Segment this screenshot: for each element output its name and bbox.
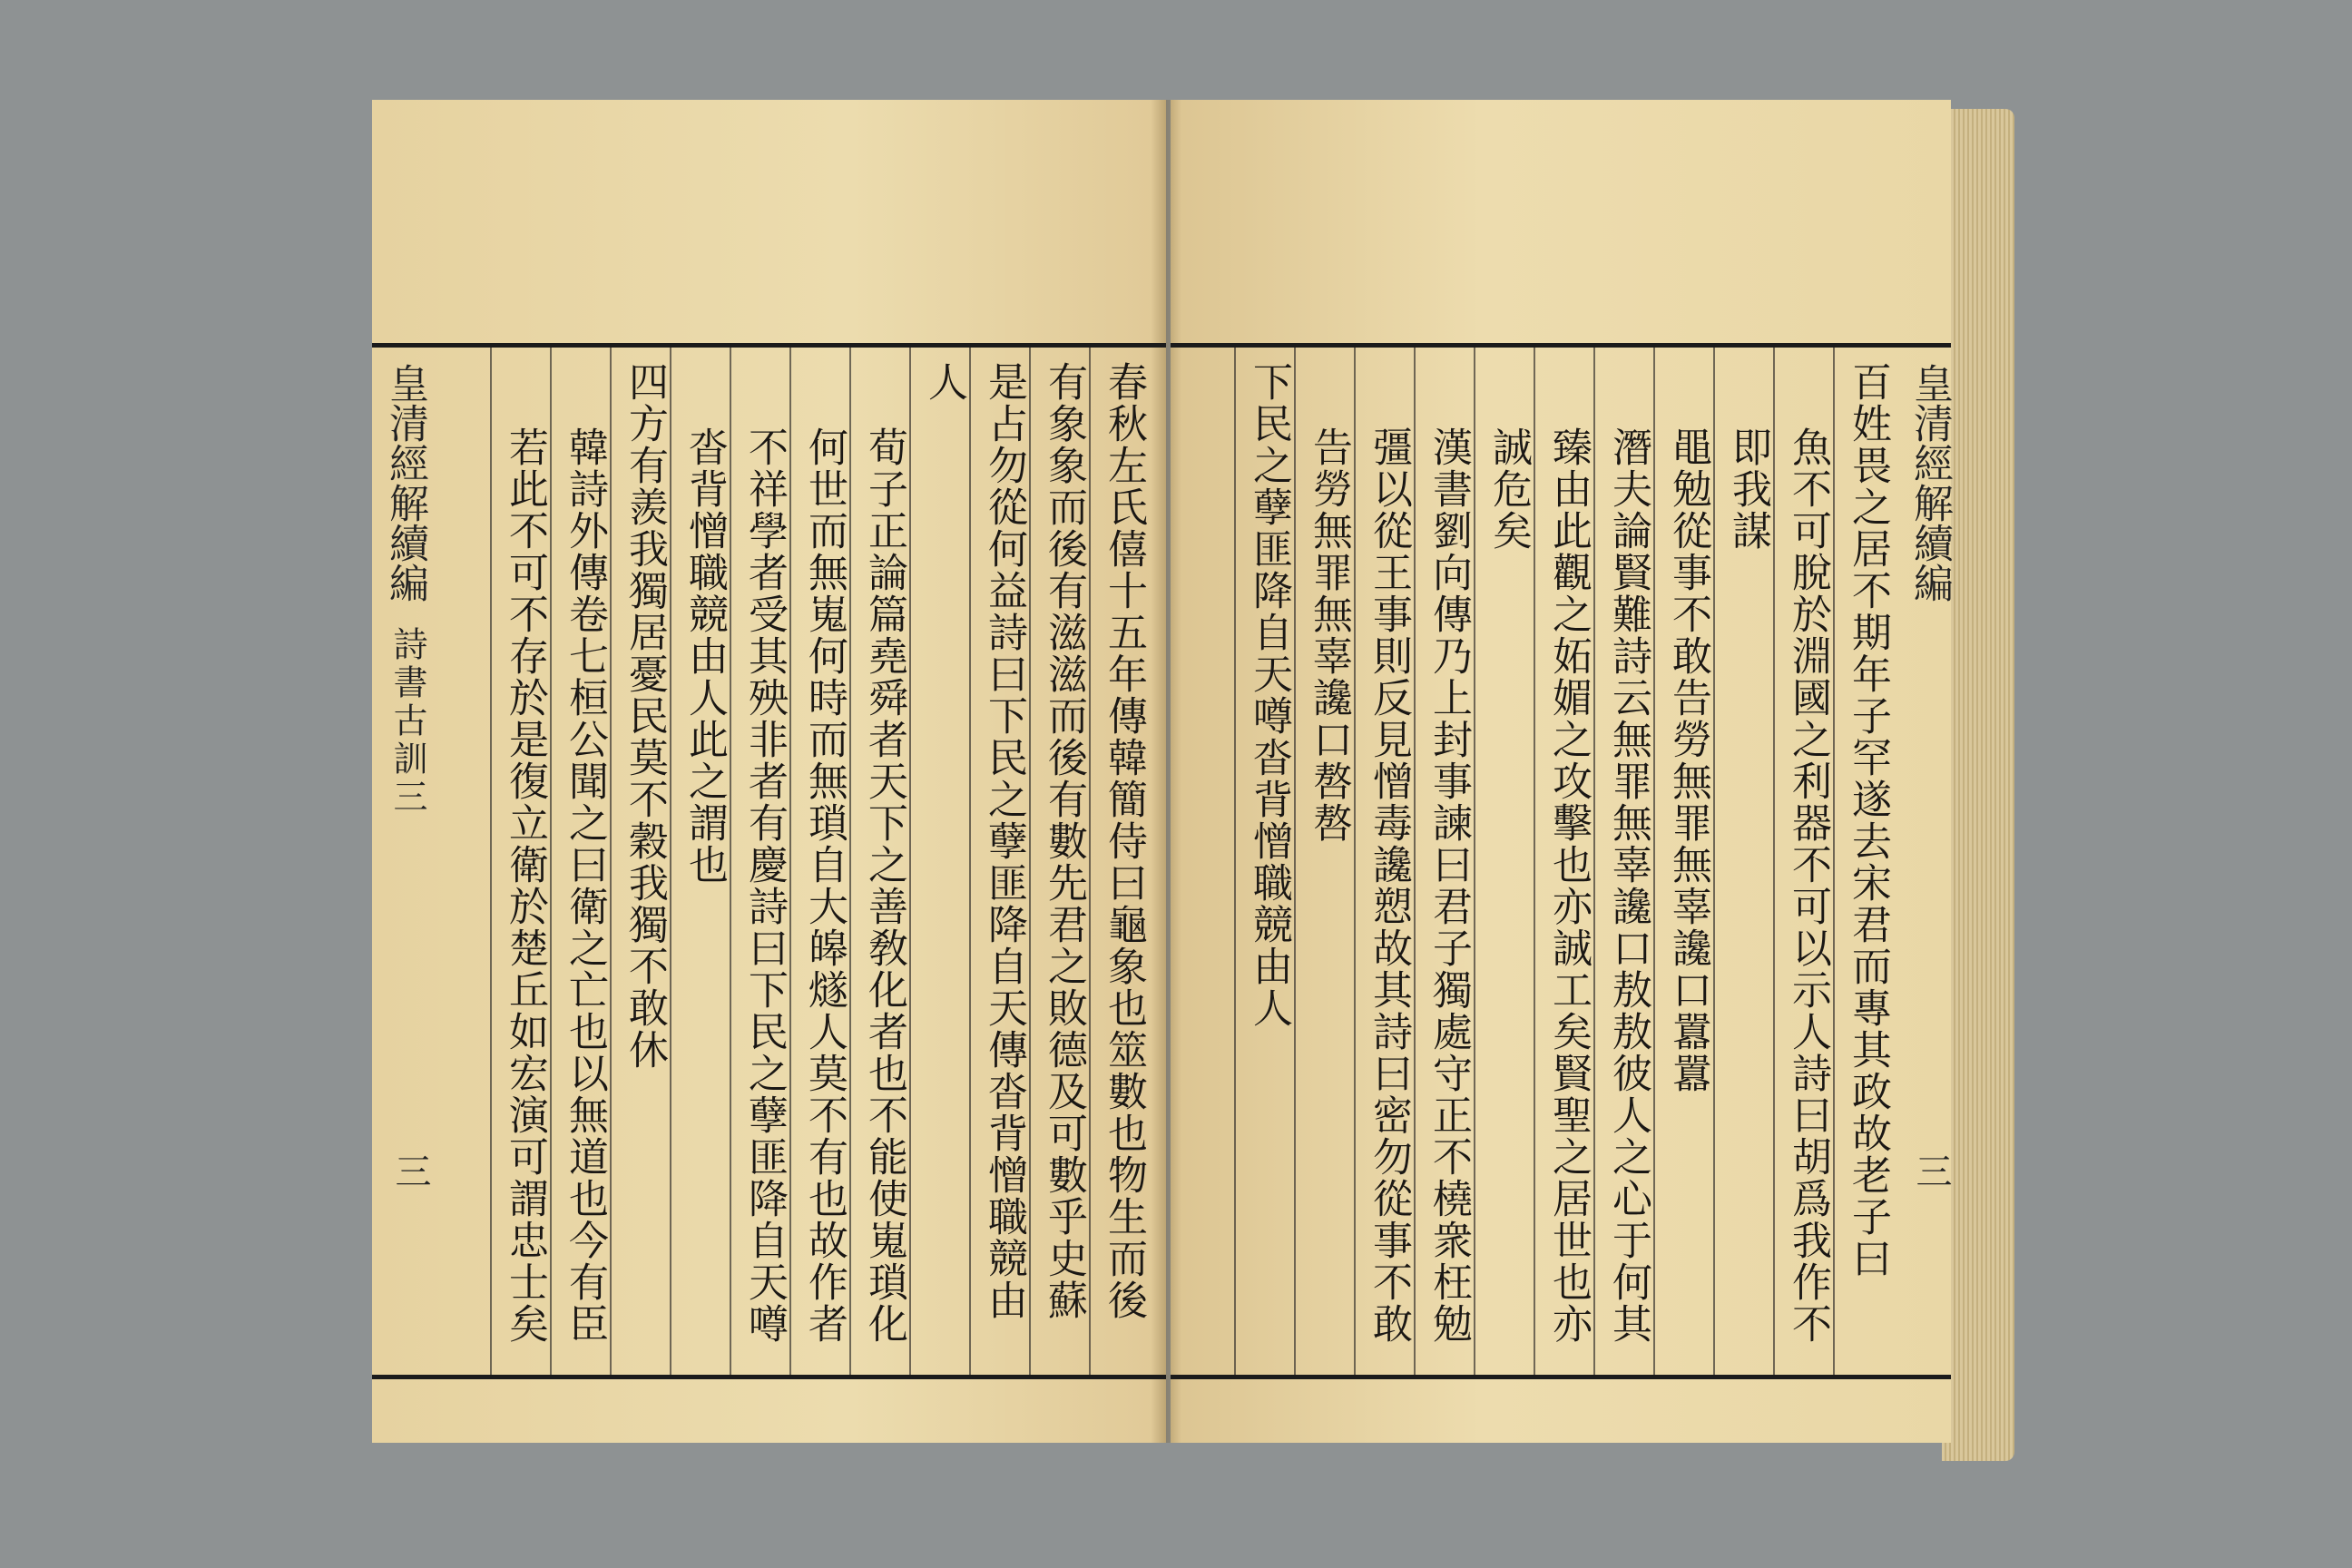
right-page-column: 下民之孽匪降自天噂沓背憎職競由人 <box>1246 361 1292 1029</box>
right-page-edge <box>1942 109 2014 1461</box>
column-rule <box>789 348 791 1375</box>
right-page-column: 漢書劉向傳乃上封事諫曰君子獨處守正不橈衆枉勉 <box>1426 426 1472 1345</box>
column-rule <box>1773 348 1775 1375</box>
column-rule <box>1029 348 1031 1375</box>
left-margin-title: 皇清經解續編 <box>382 363 428 603</box>
left-page-column: 韓詩外傳卷七桓公聞之曰衛之亡也以無道也今有臣 <box>562 426 608 1345</box>
column-rule <box>1593 348 1595 1375</box>
left-page-column: 何世而無嵬何時而無瑣自大皞燧人莫不有也故作者 <box>801 426 848 1345</box>
left-page-number: 三 <box>389 1152 431 1189</box>
right-margin-title: 皇清經解續編 <box>1906 363 1953 603</box>
right-page-number: 三 <box>1910 1152 1952 1189</box>
column-rule <box>1294 348 1296 1375</box>
left-page-column: 是占勿從何益詩曰下民之孽匪降自天傳沓背憎職競由 <box>981 361 1027 1321</box>
right-page-column: 黽勉從事不敢告勞無罪無辜讒口囂囂 <box>1665 426 1711 1094</box>
left-page-column: 人 <box>921 361 967 403</box>
right-page-column: 即我謀 <box>1725 426 1771 552</box>
left-page-column: 荀子正論篇堯舜者天下之善敎化者也不能使嵬瑣化 <box>861 426 907 1345</box>
column-rule <box>730 348 731 1375</box>
column-rule <box>1354 348 1356 1375</box>
right-page-column: 百姓畏之居不期年子罕遂去宋君而專其政故老子曰 <box>1845 361 1891 1279</box>
column-rule <box>1713 348 1715 1375</box>
column-rule <box>1414 348 1416 1375</box>
column-rule <box>610 348 612 1375</box>
column-rule <box>670 348 671 1375</box>
column-rule <box>1234 348 1236 1375</box>
left-page-column: 若此不可不存於是復立衛於楚丘如宏演可謂忠士矣 <box>502 426 548 1345</box>
column-rule <box>969 348 971 1375</box>
column-rule <box>1534 348 1535 1375</box>
column-rule <box>1089 348 1091 1375</box>
left-page-column: 春秋左氏僖十五年傳韓簡侍曰龜象也筮數也物生而後 <box>1101 361 1147 1321</box>
right-page-column: 告勞無罪無辜讒口嗸嗸 <box>1306 426 1352 844</box>
left-page-column: 沓背憎職競由人此之謂也 <box>681 426 728 886</box>
left-page-column: 不祥學者受其殃非者有慶詩曰下民之孽匪降自天噂 <box>741 426 788 1345</box>
column-rule <box>849 348 851 1375</box>
column-rule <box>550 348 552 1375</box>
column-rule <box>1474 348 1475 1375</box>
right-page-column: 潛夫論賢難詩云無罪無辜讒口敖敖彼人之心于何其 <box>1605 426 1651 1345</box>
right-page-column: 臻由此觀之妬媚之攻擊也亦誠工矣賢聖之居世也亦 <box>1545 426 1592 1345</box>
left-page-column: 有象象而後有滋滋而後有數先君之敗德及可數乎史蘇 <box>1041 361 1087 1321</box>
column-rule <box>490 348 492 1375</box>
right-page-column: 彊以從王事則反見憎毒讒愬故其詩曰密勿從事不敢 <box>1366 426 1412 1345</box>
right-page-column: 誠危矣 <box>1485 426 1532 552</box>
column-rule <box>1653 348 1655 1375</box>
left-margin-subtitle: 詩書古訓三 <box>387 626 427 817</box>
left-page-column: 四方有羨我獨居憂民莫不穀我獨不敢休 <box>622 361 668 1071</box>
right-page-column: 魚不可脫於淵國之利器不可以示人詩曰胡爲我作不 <box>1785 426 1831 1345</box>
column-rule <box>1833 348 1835 1375</box>
column-rule <box>909 348 911 1375</box>
